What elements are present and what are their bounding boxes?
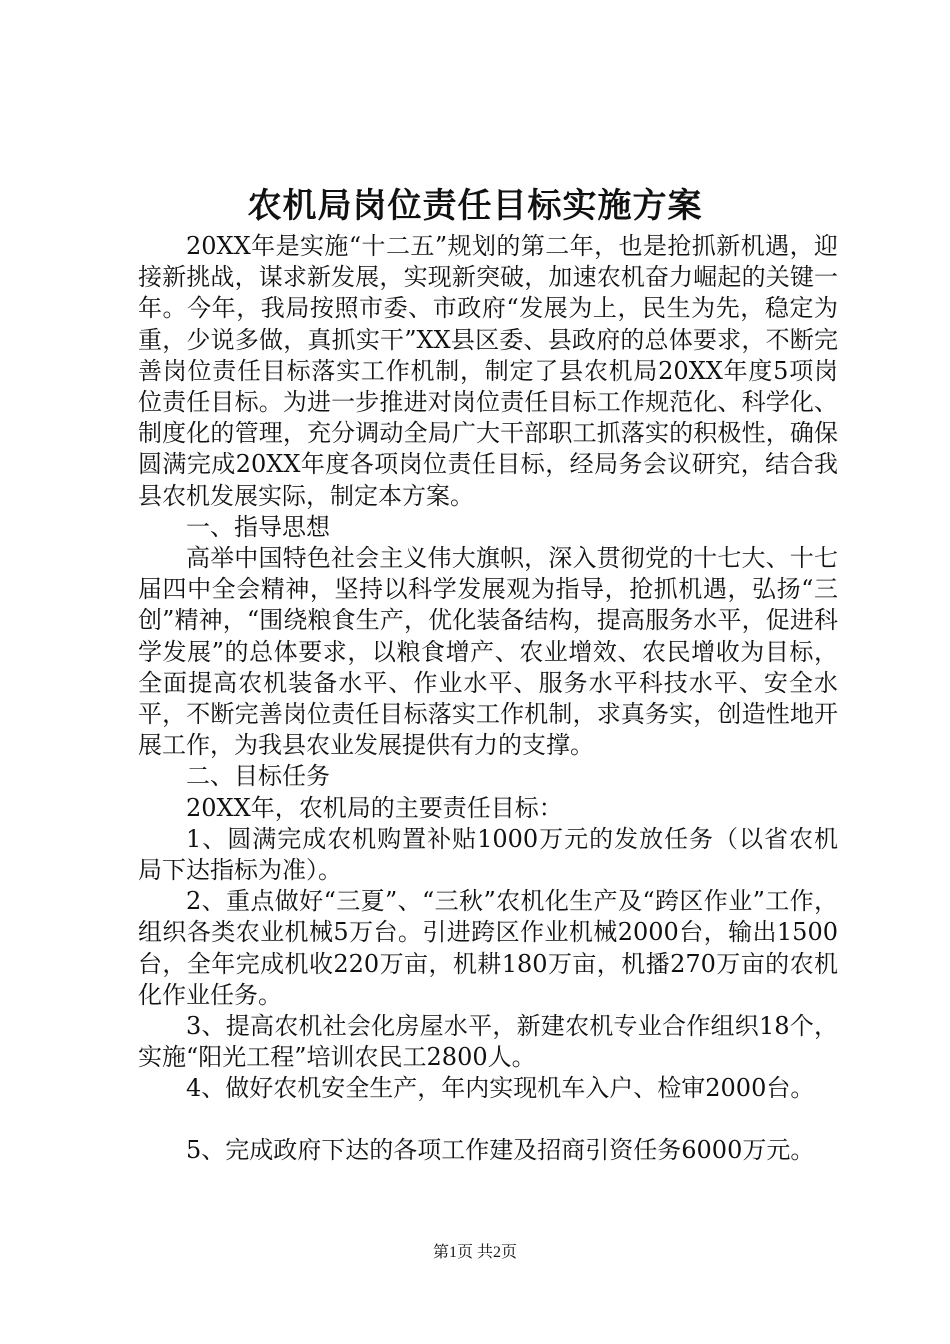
- guiding-thought-paragraph: 高举中国特色社会主义伟大旗帜，深入贯彻党的十七大、十七届四中全会精神，坚持以科学发展观为指导，抢抓机遇，弘扬“三创”精神，“围绕粮食生产，优化装备结构，提高服务水平，促进科学发展”的总体要求，以粮食增产、农业增效、农民增收为目标，全面提高农机装备水平、作业水平、服务水平科技水平、安全水平，不断完善岗位责任目标落实工作机制，求真务实，创造性地开展工作，为我县农业发展提供有力的支撑。: [138, 544, 838, 760]
- document-title: 农机局岗位责任目标实施方案: [247, 186, 703, 226]
- intro-paragraph: 20XX年是实施“十二五”规划的第二年，也是抢抓新机遇，迎接新挑战，谋求新发展，实现新突破，加速农机奋力崛起的关键一年。今年，我局按照市委、市政府“发展为上，民生为先，稳定为重，少说多做，真抓实干”XX县区委、县政府的总体要求，不断完善岗位责任目标落实工作机制，制定了县农机局20XX年度5项岗位责任目标。为进一步推进对岗位责任目标工作规范化、科学化、制度化的管理，充分调动全局广大干部职工抓落实的积极性，确保圆满完成20XX年度各项岗位责任目标，经局务会议研究，结合我县农机发展实际，制定本方案。: [138, 232, 838, 510]
- section-heading-guiding-thought: 一、指导思想: [186, 512, 330, 541]
- target-item-1: 1、圆满完成农机购置补贴1000万元的发放任务（以省农机局下达指标为准）。: [138, 824, 838, 885]
- section-heading-target-tasks: 二、目标任务: [186, 762, 330, 791]
- target-item-3: 3、提高农机社会化房屋水平，新建农机专业合作组织18个，实施“阳光工程”培训农民工2800人。: [138, 1012, 838, 1072]
- target-item-2: 2、重点做好“三夏”、“三秋”农机化生产及“跨区作业”工作，组织各类农业机械5万台。引进跨区作业机械2000台，输出1500台，全年完成机收220万亩，机耕180万亩，机播270万亩的农机化作业任务。: [138, 887, 838, 1009]
- target-item-4: 4、做好农机安全生产，年内实现机车入户、检审2000台。: [186, 1074, 815, 1103]
- target-tasks-intro: 20XX年，农机局的主要责任目标：: [186, 793, 563, 822]
- target-item-5: 5、完成政府下达的各项工作建及招商引资任务6000万元。: [186, 1135, 815, 1164]
- document-body: [138, 231, 838, 1166]
- page-number-footer: 第1页 共2页: [432, 1244, 517, 1261]
